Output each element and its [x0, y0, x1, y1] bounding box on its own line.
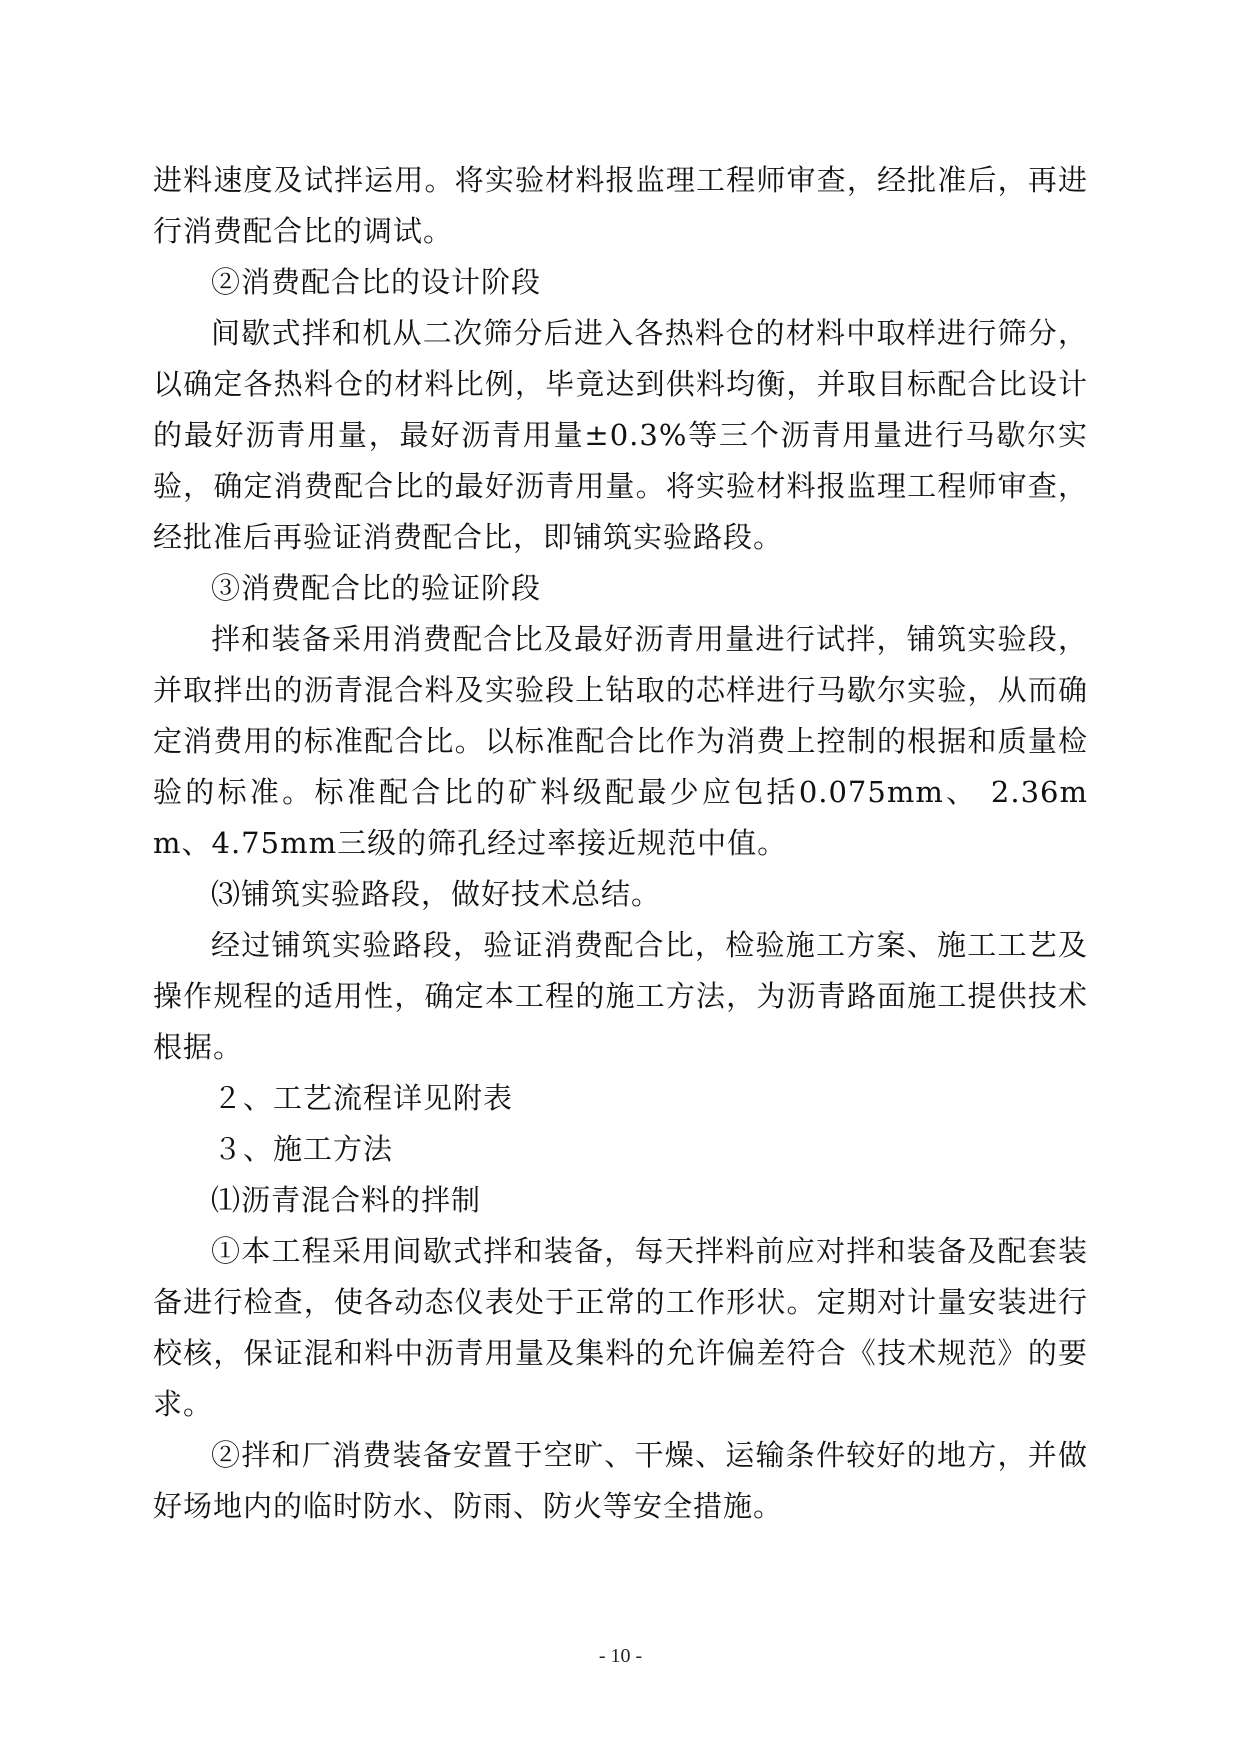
paragraph: 经过铺筑实验路段，验证消费配合比，检验施工方案、施工工艺及操作规程的适用性，确定本工程的施工方法，为沥青路面施工提供技术根据。	[153, 928, 1088, 1064]
section-heading: ②消费配合比的设计阶段	[211, 265, 542, 299]
section-heading: ⑶铺筑实验路段，做好技术总结。	[211, 877, 662, 911]
paragraph: 间歇式拌和机从二次筛分后进入各热料仓的材料中取样进行筛分，以确定各热料仓的材料比例，毕竟达到供料均衡，并取目标配合比设计的最好沥青用量，最好沥青用量±0.3%等三个沥青用量进行马歇尔实验，确定消费配合比的最好沥青用量。将实验材料报监理工程师审查，经批准后再验证消费配合比，即铺筑实验路段。	[153, 316, 1088, 554]
paragraph: ②拌和厂消费装备安置于空旷、干燥、运输条件较好的地方，并做好场地内的临时防水、防雨、防火等安全措施。	[153, 1438, 1088, 1523]
section-heading: ３、施工方法	[213, 1132, 394, 1166]
section-heading: ③消费配合比的验证阶段	[211, 571, 542, 605]
section-heading: ⑴沥青混合料的拌制	[211, 1183, 482, 1217]
paragraph: ①本工程采用间歇式拌和装备，每天拌料前应对拌和装备及配套装备进行检查，使各动态仪表处于正常的工作形状。定期对计量安装进行校核，保证混和料中沥青用量及集料的允许偏差符合《技术规范》的要求。	[153, 1234, 1088, 1421]
paragraph: 进料速度及试拌运用。将实验材料报监理工程师审查，经批准后，再进行消费配合比的调试。	[153, 163, 1088, 248]
page-number: - 10 -	[598, 1645, 643, 1667]
paragraph: 拌和装备采用消费配合比及最好沥青用量进行试拌，铺筑实验段，并取拌出的沥青混合料及实验段上钻取的芯样进行马歇尔实验，从而确定消费用的标准配合比。以标准配合比作为消费上控制的根据和质量检验的标准。标准配合比的矿料级配最少应包括0.075mm、 2.36mm、4.75mm三级的筛孔经过率接近规范中值。	[153, 622, 1088, 860]
body-text	[153, 155, 1088, 1532]
section-heading: ２、工艺流程详见附表	[213, 1081, 514, 1115]
